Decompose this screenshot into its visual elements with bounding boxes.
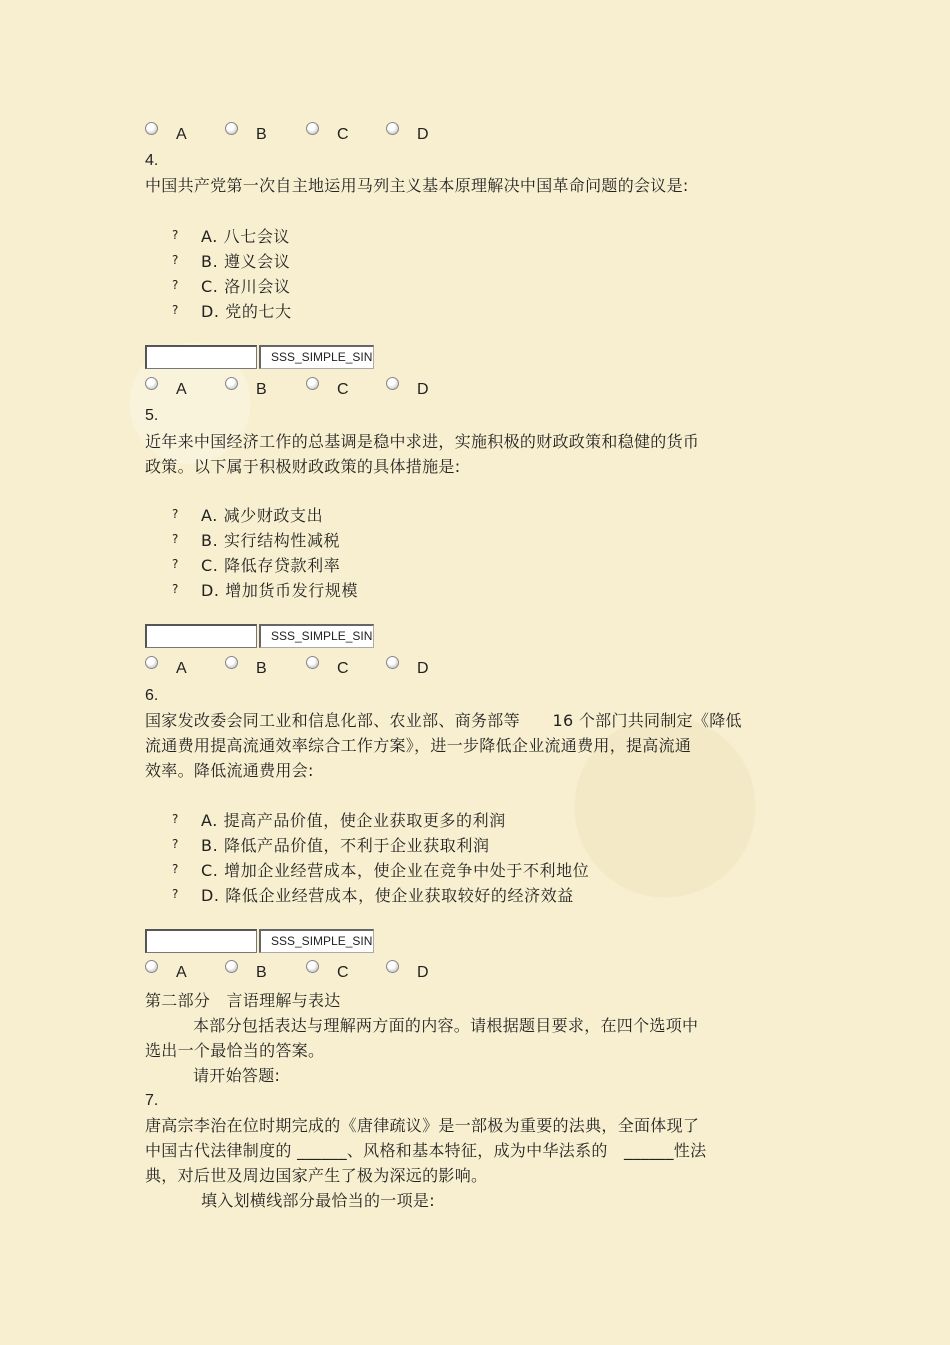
- radio-circle-icon[interactable]: [386, 122, 399, 135]
- radio-label: C: [337, 660, 349, 677]
- question-text-line: 政策。以下属于积极财政政策的具体措施是:: [145, 457, 461, 476]
- question-number: 7.: [145, 1092, 159, 1109]
- question-number: 5.: [145, 407, 159, 424]
- question-text-line: 流通费用提高流通效率综合工作方案》，进一步降低企业流通费用，提高流通: [145, 736, 692, 755]
- radio-label: A: [176, 381, 187, 398]
- bullet-icon: ?: [172, 253, 179, 267]
- answer-input-group: [145, 624, 385, 650]
- bullet-icon: ?: [172, 557, 179, 571]
- bullet-icon: ?: [172, 228, 179, 242]
- radio-label: D: [417, 964, 429, 981]
- option-text: B. 遵义会议: [201, 252, 291, 271]
- radio-circle-icon[interactable]: [225, 960, 238, 973]
- radio-circle-icon[interactable]: [225, 377, 238, 390]
- radio-option-a[interactable]: [145, 377, 205, 397]
- section-intro-line: 选出一个最恰当的答案。: [145, 1041, 325, 1060]
- bullet-icon: ?: [172, 303, 179, 317]
- answer-radio-group-q6: [145, 960, 465, 980]
- option-text: A. 减少财政支出: [201, 506, 324, 525]
- bullet-icon: ?: [172, 507, 179, 521]
- answer-input[interactable]: [145, 624, 257, 648]
- bullet-icon: ?: [172, 887, 179, 901]
- radio-circle-icon[interactable]: [145, 960, 158, 973]
- radio-option-c[interactable]: [306, 122, 366, 142]
- option-text: A. 提高产品价值，使企业获取更多的利润: [201, 811, 506, 830]
- bullet-icon: ?: [172, 582, 179, 596]
- option-text: D. 降低企业经营成本，使企业获取较好的经济效益: [201, 886, 574, 905]
- radio-option-c[interactable]: [306, 960, 366, 980]
- radio-option-c[interactable]: [306, 656, 366, 676]
- radio-option-d[interactable]: [386, 960, 446, 980]
- question-text-line: 唐高宗李治在位时期完成的《唐律疏议》是一部极为重要的法典，全面体现了: [145, 1116, 700, 1135]
- radio-option-b[interactable]: [225, 960, 285, 980]
- option-text: B. 降低产品价值，不利于企业获取利润: [201, 836, 490, 855]
- start-prompt: 请开始答题:: [193, 1066, 281, 1085]
- radio-option-b[interactable]: [225, 377, 285, 397]
- answer-radio-group-q3: [145, 122, 465, 142]
- bullet-icon: ?: [172, 837, 179, 851]
- radio-option-a[interactable]: [145, 122, 205, 142]
- option-text: B. 实行结构性减税: [201, 531, 341, 550]
- radio-option-c[interactable]: [306, 377, 366, 397]
- radio-label: C: [337, 964, 349, 981]
- option-text: C. 增加企业经营成本，使企业在竞争中处于不利地位: [201, 861, 590, 880]
- radio-circle-icon[interactable]: [145, 122, 158, 135]
- question-text-line: 中国古代法律制度的 ______、风格和基本特征，成为中华法系的 ______性法: [145, 1141, 707, 1160]
- radio-option-b[interactable]: [225, 656, 285, 676]
- question-instruction: 填入划横线部分最恰当的一项是:: [201, 1191, 435, 1210]
- option-text: A. 八七会议: [201, 227, 291, 246]
- radio-label: B: [256, 660, 267, 677]
- radio-label: A: [176, 660, 187, 677]
- answer-input-group: [145, 929, 385, 955]
- radio-label: B: [256, 381, 267, 398]
- option-text: C. 洛川会议: [201, 277, 291, 296]
- radio-label: C: [337, 126, 349, 143]
- radio-circle-icon[interactable]: [225, 122, 238, 135]
- answer-input[interactable]: [145, 929, 257, 953]
- question-number: 4.: [145, 152, 159, 169]
- radio-circle-icon[interactable]: [225, 656, 238, 669]
- answer-radio-group-q4: [145, 377, 465, 397]
- hidden-type-field[interactable]: SSS_SIMPLE_SIN: [259, 624, 374, 648]
- radio-option-d[interactable]: [386, 377, 446, 397]
- radio-label: D: [417, 660, 429, 677]
- bullet-icon: ?: [172, 812, 179, 826]
- radio-label: D: [417, 126, 429, 143]
- bullet-icon: ?: [172, 278, 179, 292]
- question-number: 6.: [145, 687, 159, 704]
- radio-circle-icon[interactable]: [306, 960, 319, 973]
- radio-option-d[interactable]: [386, 656, 446, 676]
- radio-label: C: [337, 381, 349, 398]
- bullet-icon: ?: [172, 862, 179, 876]
- bullet-icon: ?: [172, 532, 179, 546]
- question-text: 中国共产党第一次自主地运用马列主义基本原理解决中国革命问题的会议是:: [145, 176, 689, 195]
- hidden-type-field[interactable]: SSS_SIMPLE_SIN: [259, 345, 374, 369]
- radio-circle-icon[interactable]: [145, 377, 158, 390]
- radio-circle-icon[interactable]: [386, 377, 399, 390]
- radio-label: B: [256, 126, 267, 143]
- radio-label: B: [256, 964, 267, 981]
- radio-label: D: [417, 381, 429, 398]
- radio-option-a[interactable]: [145, 960, 205, 980]
- radio-circle-icon[interactable]: [145, 656, 158, 669]
- answer-input-group: [145, 345, 385, 371]
- radio-circle-icon[interactable]: [306, 656, 319, 669]
- radio-label: A: [176, 126, 187, 143]
- option-text: D. 党的七大: [201, 302, 292, 321]
- radio-option-b[interactable]: [225, 122, 285, 142]
- question-text-line: 近年来中国经济工作的总基调是稳中求进，实施积极的财政政策和稳健的货币: [145, 432, 700, 451]
- radio-circle-icon[interactable]: [386, 960, 399, 973]
- answer-radio-group-q5: [145, 656, 465, 676]
- option-text: C. 降低存贷款利率: [201, 556, 341, 575]
- radio-option-d[interactable]: [386, 122, 446, 142]
- question-text-line: 典，对后世及周边国家产生了极为深远的影响。: [145, 1166, 488, 1185]
- radio-circle-icon[interactable]: [306, 377, 319, 390]
- question-text-line: 效率。降低流通费用会:: [145, 761, 314, 780]
- radio-circle-icon[interactable]: [386, 656, 399, 669]
- question-text-line: 国家发改委会同工业和信息化部、农业部、商务部等 16 个部门共同制定《降低: [145, 711, 742, 730]
- radio-circle-icon[interactable]: [306, 122, 319, 135]
- radio-option-a[interactable]: [145, 656, 205, 676]
- section-intro-line: 本部分包括表达与理解两方面的内容。请根据题目要求，在四个选项中: [193, 1016, 699, 1035]
- radio-label: A: [176, 964, 187, 981]
- option-text: D. 增加货币发行规模: [201, 581, 359, 600]
- answer-input[interactable]: [145, 345, 257, 369]
- section-heading: 第二部分 言语理解与表达: [145, 991, 341, 1010]
- hidden-type-field[interactable]: SSS_SIMPLE_SIN: [259, 929, 374, 953]
